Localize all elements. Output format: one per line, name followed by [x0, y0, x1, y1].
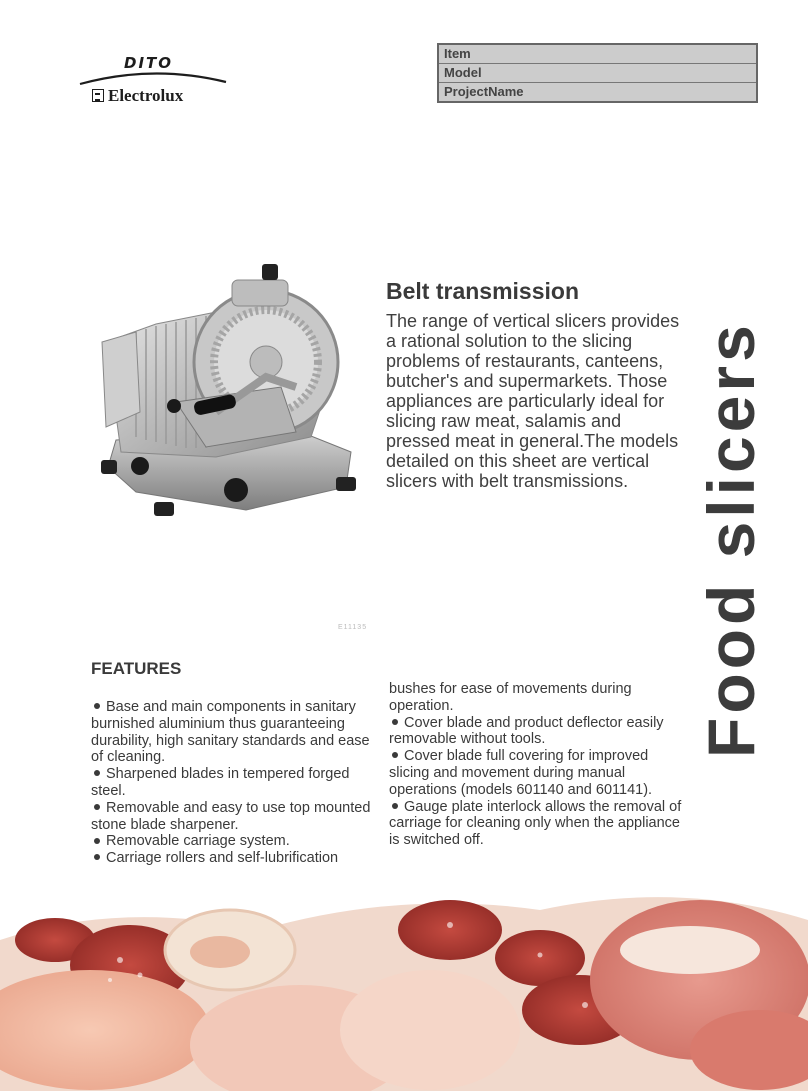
food-slicer-photo [96, 262, 362, 530]
electrolux-mark-icon [92, 89, 104, 102]
feature-item: Gauge plate interlock allows the removal of carriage for cleaning only when the appliance is switched off. [389, 798, 682, 849]
sliced-meats-photo [0, 880, 808, 1091]
feature-item: Sharpened blades in tempered forged steel. [91, 766, 350, 799]
bullet-icon [94, 854, 100, 860]
feature-item: Base and main components in sanitary burnished aluminium thus guaranteeing durability, high sanitary standards and ease of cleaning. [91, 699, 370, 766]
logo-swoosh-icon [78, 68, 228, 86]
bullet-icon [94, 703, 100, 709]
dito-logo-text: DITO [124, 54, 174, 72]
intro-text: The range of vertical slicers provides a rational solution to the slicing problems of restaurants, canteens, butcher's and supermarkets. Those appliances are particularly ideal for slicing raw meat, salamis and pressed meat in general.The models detailed on this sheet are vertical slicers with belt transmissions. [386, 311, 680, 491]
project-name-row: ProjectName [444, 84, 524, 99]
item-info-table [437, 43, 758, 103]
electrolux-brand-name: Electrolux [108, 86, 184, 105]
item-row: Item [439, 45, 756, 64]
feature-item: Removable and easy to use top mounted stone blade sharpener. [91, 799, 371, 833]
electrolux-logo-text [92, 86, 183, 106]
feature-item: Cover blade full covering for improved slicing and movement during manual operations (models 601140 and 601141). [389, 748, 653, 798]
features-right-column [389, 681, 684, 849]
side-title: Food slicers [694, 321, 768, 758]
feature-item: Removable carriage system. [91, 833, 373, 850]
bullet-icon [94, 838, 100, 844]
feature-item: Carriage rollers and self-lubrification [91, 850, 373, 867]
bullet-icon [392, 803, 398, 809]
feature-item-continued: bushes for ease of movements during operation. [389, 681, 632, 714]
feature-item: Cover blade and product deflector easily removable without tools. [389, 714, 664, 748]
features-title: FEATURES [91, 659, 182, 678]
bullet-icon [94, 804, 100, 810]
features-left-column [91, 699, 373, 867]
bullet-icon [392, 719, 398, 725]
bullet-icon [94, 770, 100, 776]
brand-logo [78, 52, 230, 112]
intro-title: Belt transmission [386, 278, 579, 304]
bullet-icon [392, 752, 398, 758]
model-row: Model [439, 64, 756, 83]
image-code: E11135 [338, 624, 368, 631]
